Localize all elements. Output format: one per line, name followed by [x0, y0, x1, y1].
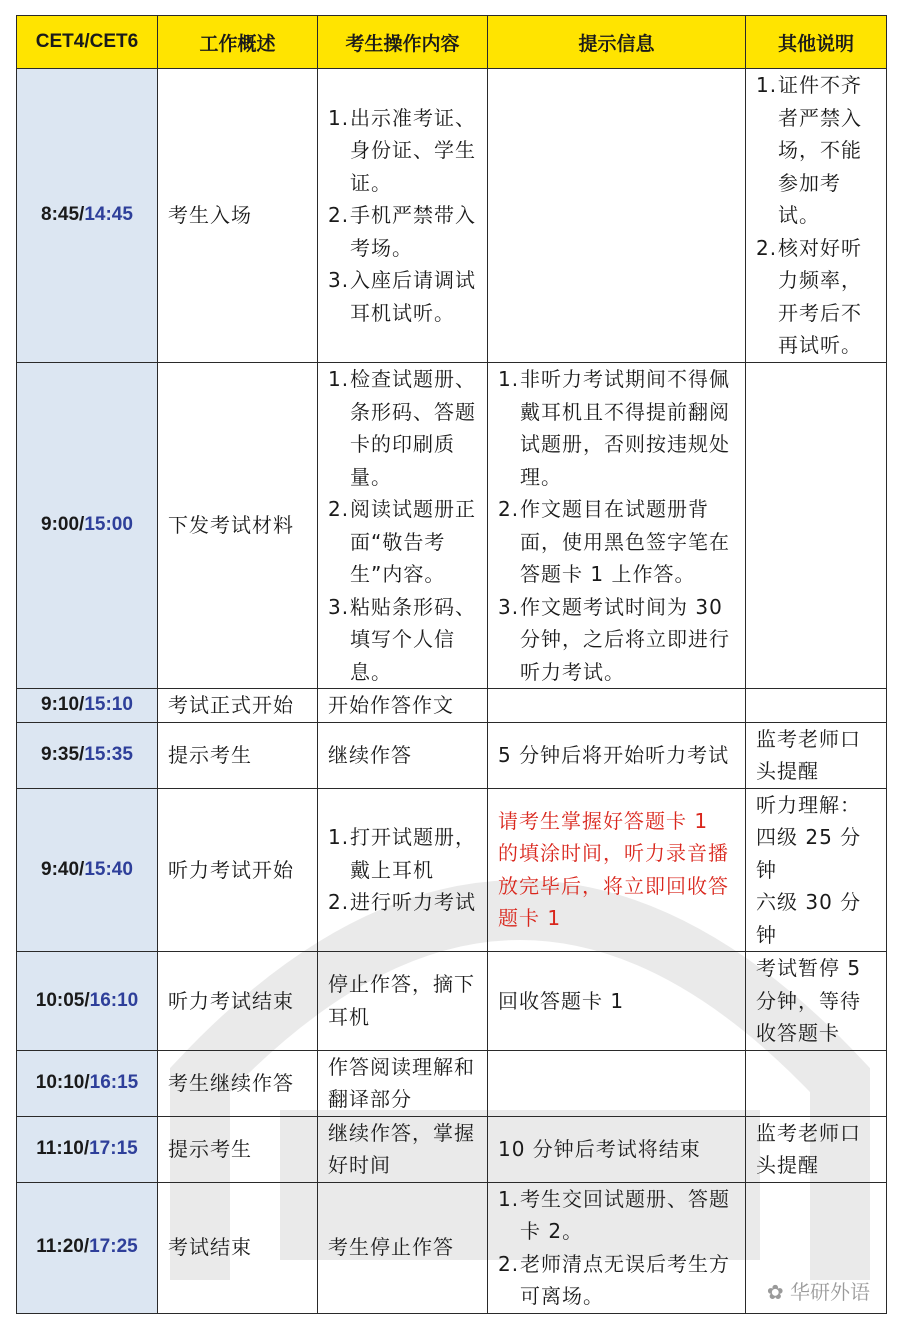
tips-cell: 回收答题卡 1: [488, 952, 746, 1051]
ops-cell: 继续作答，掌握好时间: [318, 1116, 488, 1182]
task-cell: 考试正式开始: [158, 689, 318, 723]
cet4-time: 8:45/: [41, 204, 85, 226]
list-item: 1.考生交回试题册、答题卡 2。: [498, 1186, 730, 1243]
ops-cell: [318, 788, 488, 952]
notes-cell: [746, 788, 887, 952]
time-cell: 10:10/16:15: [17, 1050, 158, 1116]
ops-cell: 作答阅读理解和翻译部分: [318, 1050, 488, 1116]
table-row: [17, 363, 887, 689]
list-item: 2.核对好听力频率，开考后不再试听。: [756, 235, 862, 358]
list-item: 3.作文题考试时间为 30 分钟，之后将立即进行听力考试。: [498, 594, 730, 684]
list-item: 3.粘贴条形码、填写个人信息。: [328, 594, 476, 684]
notes-cell: 监考老师口头提醒: [746, 722, 887, 788]
list-item: 1.证件不齐者严禁入场，不能参加考试。: [756, 73, 862, 228]
notes-cell: 监考老师口头提醒: [746, 1116, 887, 1182]
notes-cell: [746, 363, 887, 689]
tips-cell: 请考生掌握好答题卡 1 的填涂时间，听力录音播放完毕后，将立即回收答题卡 1: [488, 788, 746, 952]
task-cell: 下发考试材料: [158, 363, 318, 689]
table-row: [17, 788, 887, 952]
list-item: 2.老师清点无误后考生方可离场。: [498, 1251, 730, 1308]
time-cell: 9:10/15:10: [17, 689, 158, 723]
notes-cell: [746, 1050, 887, 1116]
cet6-time: 14:45: [84, 204, 133, 226]
list-item: 3.入座后请调试耳机试听。: [328, 268, 476, 325]
ops-cell: 开始作答作文: [318, 689, 488, 723]
task-cell: 提示考生: [158, 1116, 318, 1182]
watermark-text: ✿ 华研外语: [766, 1280, 870, 1304]
table-row: [17, 1116, 887, 1182]
ops-cell: 考生停止作答: [318, 1182, 488, 1313]
notes-cell: [746, 689, 887, 723]
wechat-icon: ✿: [766, 1280, 790, 1304]
notes-cell: 考试暂停 5 分钟，等待收答题卡: [746, 952, 887, 1051]
ops-cell: [318, 363, 488, 689]
header-other-notes: 其他说明: [746, 16, 887, 69]
note-line: 四级 25 分钟: [756, 825, 862, 882]
header-candidate-actions: 考生操作内容: [318, 16, 488, 69]
task-cell: 考试结束: [158, 1182, 318, 1313]
table-row: [17, 689, 887, 723]
list-item: 2.作文题目在试题册背面，使用黑色签字笔在答题卡 1 上作答。: [498, 497, 730, 586]
note-line: 六级 30 分钟: [756, 890, 862, 947]
time-cell: 9:40/15:40: [17, 788, 158, 952]
time-cell: 9:00/15:00: [17, 363, 158, 689]
ops-cell: 停止作答，摘下耳机: [318, 952, 488, 1051]
header-exam-time: CET4/CET6: [17, 16, 158, 69]
table-row: [17, 722, 887, 788]
time-cell: 9:35/15:35: [17, 722, 158, 788]
tips-cell: 5 分钟后将开始听力考试: [488, 722, 746, 788]
list-item: 2.手机严禁带入考场。: [328, 203, 476, 260]
tips-cell: 10 分钟后考试将结束: [488, 1116, 746, 1182]
list-item: 1.打开试题册，戴上耳机: [328, 825, 476, 882]
ops-cell: 继续作答: [318, 722, 488, 788]
tips-cell: [488, 689, 746, 723]
time-cell: 11:10/17:15: [17, 1116, 158, 1182]
header-prompt-info: 提示信息: [488, 16, 746, 69]
task-cell: 考生继续作答: [158, 1050, 318, 1116]
notes-cell: [746, 69, 887, 363]
table-row: [17, 1050, 887, 1116]
note-line: 听力理解：: [756, 792, 861, 817]
task-cell: 考生入场: [158, 69, 318, 363]
ops-cell: [318, 69, 488, 363]
header-row: [17, 16, 887, 69]
task-cell: 提示考生: [158, 722, 318, 788]
list-item: 1.非听力考试期间不得佩戴耳机且不得提前翻阅试题册，否则按违规处理。: [498, 367, 730, 489]
list-item: 2.阅读试题册正面“敬告考生”内容。: [328, 497, 476, 586]
list-item: 2.进行听力考试: [328, 890, 476, 914]
tips-cell: [488, 1182, 746, 1313]
time-cell: 11:20/17:25: [17, 1182, 158, 1313]
list-item: 1.出示准考证、身份证、学生证。: [328, 105, 476, 195]
time-cell: 10:05/16:10: [17, 952, 158, 1051]
tips-cell: [488, 69, 746, 363]
list-item: 1.检查试题册、条形码、答题卡的印刷质量。: [328, 367, 476, 489]
header-task: 工作概述: [158, 16, 318, 69]
task-cell: 听力考试结束: [158, 952, 318, 1051]
table-row: [17, 1182, 887, 1313]
tips-cell: [488, 363, 746, 689]
time-cell: [17, 69, 158, 363]
table-row: [17, 69, 887, 363]
tips-cell: [488, 1050, 746, 1116]
task-cell: 听力考试开始: [158, 788, 318, 952]
table-row: [17, 952, 887, 1051]
exam-schedule-table: [16, 15, 887, 1314]
